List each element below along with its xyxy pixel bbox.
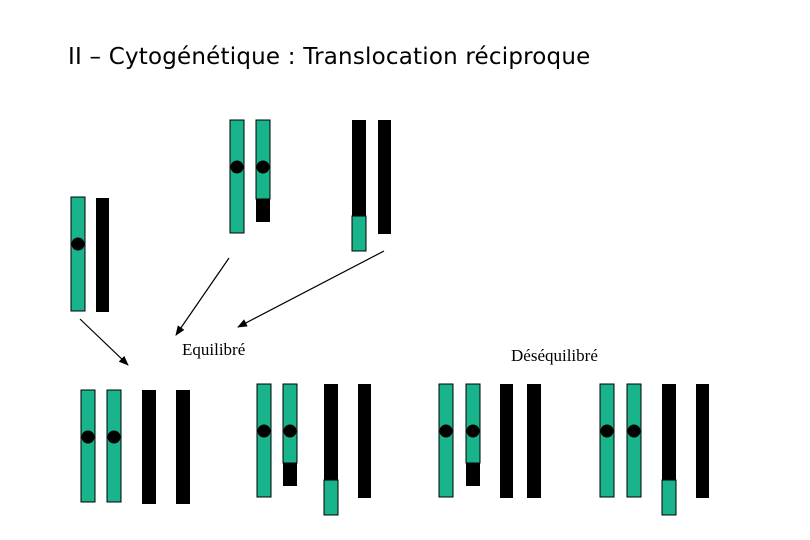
parent-pair-c bbox=[352, 120, 391, 251]
chromosome-green bbox=[107, 390, 121, 502]
chromosome-green bbox=[81, 390, 95, 502]
centromere bbox=[108, 431, 121, 444]
chromosome-black-derivative bbox=[324, 384, 338, 480]
chromosome-green-derivative bbox=[283, 384, 297, 463]
translocated-green-segment bbox=[352, 216, 366, 251]
chromosome-green bbox=[230, 120, 244, 233]
chromosome-green bbox=[627, 384, 641, 497]
centromere bbox=[257, 161, 270, 174]
chromosome-black bbox=[500, 384, 513, 498]
page-title: II – Cytogénétique : Translocation réciproque bbox=[68, 44, 591, 70]
chromosome-black bbox=[358, 384, 371, 498]
offspring-group-4 bbox=[600, 384, 709, 515]
centromere bbox=[82, 431, 95, 444]
chromosome-black bbox=[696, 384, 709, 498]
centromere bbox=[72, 238, 85, 251]
offspring-group-2 bbox=[257, 384, 371, 515]
centromere bbox=[258, 425, 271, 438]
centromere bbox=[628, 425, 641, 438]
chromosome-green bbox=[439, 384, 453, 497]
label-unbalanced: Déséquilibré bbox=[511, 346, 598, 365]
translocated-green-segment bbox=[662, 480, 676, 515]
chromosome-green bbox=[71, 197, 85, 311]
parent-pair-a bbox=[71, 197, 109, 312]
chromosome-green-derivative bbox=[256, 120, 270, 199]
centromere bbox=[440, 425, 453, 438]
centromere bbox=[231, 161, 244, 174]
chromosome-green bbox=[600, 384, 614, 497]
translocated-green-segment bbox=[324, 480, 338, 515]
chromosome-black bbox=[176, 390, 190, 504]
arrow-left bbox=[80, 319, 128, 365]
translocated-black-segment bbox=[283, 463, 297, 486]
centromere bbox=[284, 425, 297, 438]
label-balanced: Equilibré bbox=[182, 340, 246, 359]
centromere bbox=[601, 425, 614, 438]
chromosome-green bbox=[257, 384, 271, 497]
chromosome-black-derivative bbox=[662, 384, 676, 480]
chromosome-black bbox=[96, 198, 109, 312]
chromosome-black bbox=[378, 120, 391, 234]
chromosome-green-derivative bbox=[466, 384, 480, 463]
parent-pair-b bbox=[230, 120, 270, 233]
chromosome-black bbox=[142, 390, 156, 504]
arrow-middle bbox=[176, 258, 229, 335]
arrow-right bbox=[238, 251, 384, 327]
offspring-group-1 bbox=[81, 390, 190, 504]
centromere bbox=[467, 425, 480, 438]
chromosome-black-derivative bbox=[352, 120, 366, 216]
translocated-black-segment bbox=[466, 463, 480, 486]
chromosome-black bbox=[527, 384, 541, 498]
offspring-group-3 bbox=[439, 384, 541, 498]
translocated-black-segment bbox=[256, 199, 270, 222]
